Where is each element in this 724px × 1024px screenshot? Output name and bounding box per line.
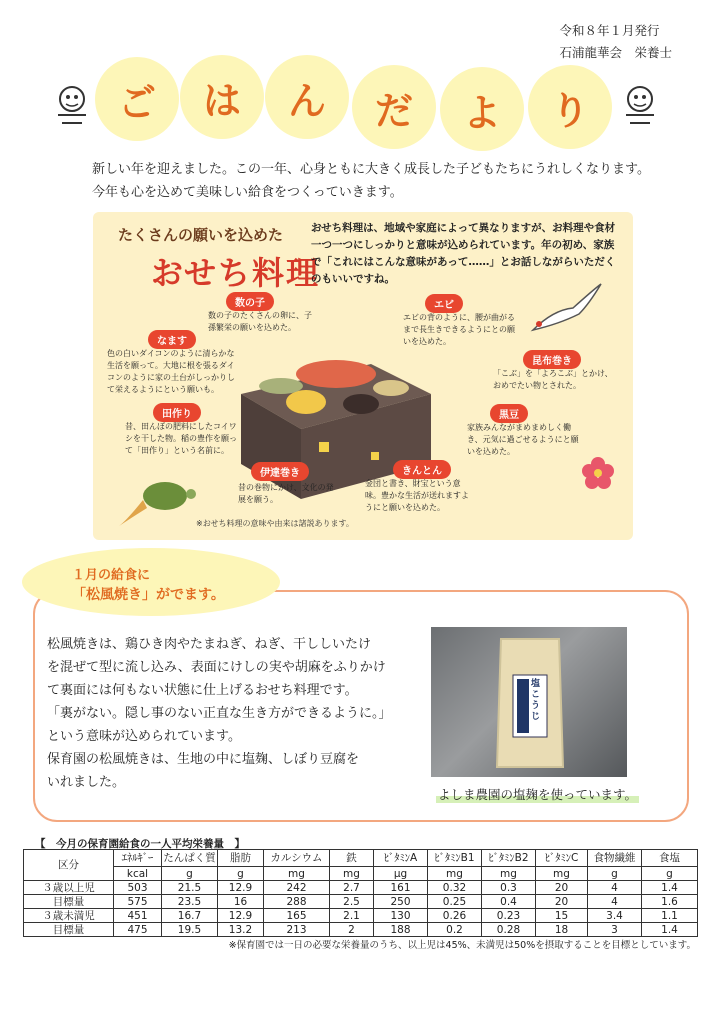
tag-namasu: なます [148,330,196,349]
table-cell: 4 [588,881,642,895]
table-cell: 0.25 [428,895,482,909]
unit-cell: mg [428,867,482,881]
title-char-1: ご [95,57,179,141]
turtle-icon [117,470,197,530]
rice-bowl-icon [620,77,660,137]
header-cell: 食塩 [642,850,698,867]
matsukaze-line: 保育園の松風焼きは、生地の中に塩麹、しぼり豆腐を [47,752,360,767]
table-unit-row [24,867,698,881]
matsukaze-text [47,633,392,794]
table-cell: 242 [264,881,330,895]
plum-flower-icon [581,456,615,490]
table-cell: 3 [588,923,642,937]
poster-subtitle: たくさんの願いを込めた [118,226,284,244]
table-row [24,909,698,923]
table-row [24,881,698,895]
tag-kobumaki: 昆布巻き [523,350,581,369]
table-cell: 2.5 [330,895,374,909]
photo-caption: よしま農園の塩麹を使っています。 [438,787,638,802]
unit-cell: g [218,867,264,881]
tag-kinton: きんとん [393,460,451,479]
table-cell: 188 [374,923,428,937]
table-cell: 20 [536,895,588,909]
rice-bowl-icon [52,77,92,137]
table-cell: 213 [264,923,330,937]
header-cell: ﾋﾞﾀﾐﾝB1 [428,850,482,867]
table-cell: 130 [374,909,428,923]
table-cell: 12.9 [218,881,264,895]
note-namasu: 色の白いダイコンのように清らかな生活を願って。大地に根を張るダイコンのように家の土台がしっかりして栄えるようにという願いも。 [107,349,235,394]
note-ebi: エビの背のように、腰が曲がるまで長生きできるようにとの願いを込めた。 [403,313,515,346]
table-cell: 2.7 [330,881,374,895]
table-row [24,895,698,909]
table-cell: 21.5 [162,881,218,895]
pouch-label: 塩こうじ [531,679,541,722]
table-cell: 16 [218,895,264,909]
poster-title: おせち料理 [151,254,321,292]
matsukaze-label-bubble [22,548,280,616]
tag-kuromame: 黒豆 [490,404,528,423]
table-cell: 0.23 [482,909,536,923]
table-cell: 250 [374,895,428,909]
matsukaze-line: いれました。 [47,775,126,790]
shiokoji-pouch-image [431,627,627,777]
title-char-3: ん [265,55,349,139]
unit-cell: mg [264,867,330,881]
table-cell: 575 [114,895,162,909]
header-cell: 食物繊維 [588,850,642,867]
table-cell: 4 [588,895,642,909]
crane-icon [523,280,603,340]
title-char-5: よ [440,67,524,151]
matsukaze-line: て裏面には何もない状態に仕上げるおせち料理です。 [47,683,358,698]
tag-ebi: エビ [425,294,463,313]
table-row [24,923,698,937]
tag-kazunoko: 数の子 [226,292,274,311]
table-cell: 23.5 [162,895,218,909]
unit-cell: mg [536,867,588,881]
row-label: 目標量 [24,895,114,909]
note-kuromame: 家族みんながまめまめしく働き、元気に過ごせるようにと願いを込めた。 [467,423,579,456]
poster-description: おせち料理は、地域や家庭によって異なりますが、お料理や食材一つ一つにしっかりと意味が込められています。年の初め、家族で「これにはこんな意味があって……」とお話しながらいただくのもいいですね。 [311,222,616,285]
nutrition-table [23,849,698,937]
row-label: 目標量 [24,923,114,937]
header-cell: たんぱく質 [162,850,218,867]
header-cell: 脂肪 [218,850,264,867]
unit-cell: g [588,867,642,881]
intro-line: 今年も心を込めて美味しい給食をつくっていきます。 [92,185,403,200]
osechi-poster [93,212,633,540]
table-cell: 0.28 [482,923,536,937]
table-cell: 161 [374,881,428,895]
header-cell: ﾋﾞﾀﾐﾝA [374,850,428,867]
table-cell: 0.2 [428,923,482,937]
poster-footnote: ※おせち料理の意味や由来は諸説あります。 [196,519,354,528]
nutrition-footnote: ※保育園では一日の必要な栄養量のうち、以上児は45%、未満児は50%を摂取することを目標としています。 [228,940,696,951]
table-cell: 13.2 [218,923,264,937]
table-cell: 0.32 [428,881,482,895]
table-cell: 1.4 [642,923,698,937]
unit-cell: mg [330,867,374,881]
note-kinton: 金団と書き、財宝という意味。豊かな生活が送れますようにと願いを込めた。 [365,479,469,512]
note-tazukuri: 昔、田んぼの肥料にしたコイワシを干した物。稲の豊作を願って「田作り」という名前に。 [125,422,237,455]
issue-date: 令和８年１月発行 [559,23,660,38]
title-char-2: は [180,55,264,139]
table-cell: 3.4 [588,909,642,923]
table-cell: 15 [536,909,588,923]
table-cell: 1.6 [642,895,698,909]
table-cell: 18 [536,923,588,937]
table-cell: 19.5 [162,923,218,937]
table-cell: 1.4 [642,881,698,895]
table-cell: 16.7 [162,909,218,923]
tag-tazukuri: 田作り [153,403,201,422]
unit-cell: mg [482,867,536,881]
table-cell: 12.9 [218,909,264,923]
header-cell: 区分 [24,850,114,881]
table-cell: 0.26 [428,909,482,923]
table-cell: 2.1 [330,909,374,923]
header-cell: ﾋﾞﾀﾐﾝB2 [482,850,536,867]
matsukaze-line: 松風焼きは、鶏ひき肉やたまねぎ、ねぎ、干ししいたけ [47,637,371,652]
unit-cell: μg [374,867,428,881]
note-kazunoko: 数の子のたくさんの卵に、子孫繁栄の願いを込めた。 [208,311,312,332]
note-kobumaki: 「こぶ」を「よろこぶ」とかけ、おめでたい物とされた。 [493,369,613,390]
matsukaze-label-line2: 「松風焼き」がでます。 [72,587,225,603]
matsukaze-line: 「裏がない。隠し事のない正直な生き方ができるように。」 [47,706,392,721]
header-cell: ﾋﾞﾀﾐﾝC [536,850,588,867]
table-cell: 165 [264,909,330,923]
newsletter-title [0,55,724,150]
matsukaze-line: を混ぜて型に流し込み、表面にけしの実や胡麻をふりかけ [47,660,386,675]
title-char-4: だ [352,65,436,149]
header-cell: ｴﾈﾙｷﾞｰ [114,850,162,867]
nutrition-title: 【 今月の保育園給食の一人平均栄養量 】 [35,838,245,850]
table-cell: 288 [264,895,330,909]
tag-datemaki: 伊達巻き [251,462,309,481]
title-char-6: り [528,65,612,149]
unit-cell: g [642,867,698,881]
intro-line: 新しい年を迎えました。この一年、心身ともに大きく成長した子どもたちにうれしくなります。 [92,162,650,177]
table-cell: 0.3 [482,881,536,895]
unit-cell: kcal [114,867,162,881]
table-cell: 1.1 [642,909,698,923]
table-header-row [24,850,698,867]
table-cell: 475 [114,923,162,937]
table-cell: 503 [114,881,162,895]
unit-cell: g [162,867,218,881]
author: 石浦龍華会 栄養士 [559,45,672,60]
intro-text [92,158,650,204]
note-datemaki: 昔の巻物にかけ、文化の発展を願う。 [238,483,334,504]
table-cell: 451 [114,909,162,923]
table-cell: 2 [330,923,374,937]
row-label: ３歳以上児 [24,881,114,895]
row-label: ３歳未満児 [24,909,114,923]
matsukaze-label-line1: １月の給食に [72,568,151,583]
table-cell: 20 [536,881,588,895]
matsukaze-line: という意味が込められています。 [47,729,241,744]
shiokoji-photo [431,627,627,777]
header-cell: 鉄 [330,850,374,867]
table-cell: 0.4 [482,895,536,909]
header-cell: カルシウム [264,850,330,867]
